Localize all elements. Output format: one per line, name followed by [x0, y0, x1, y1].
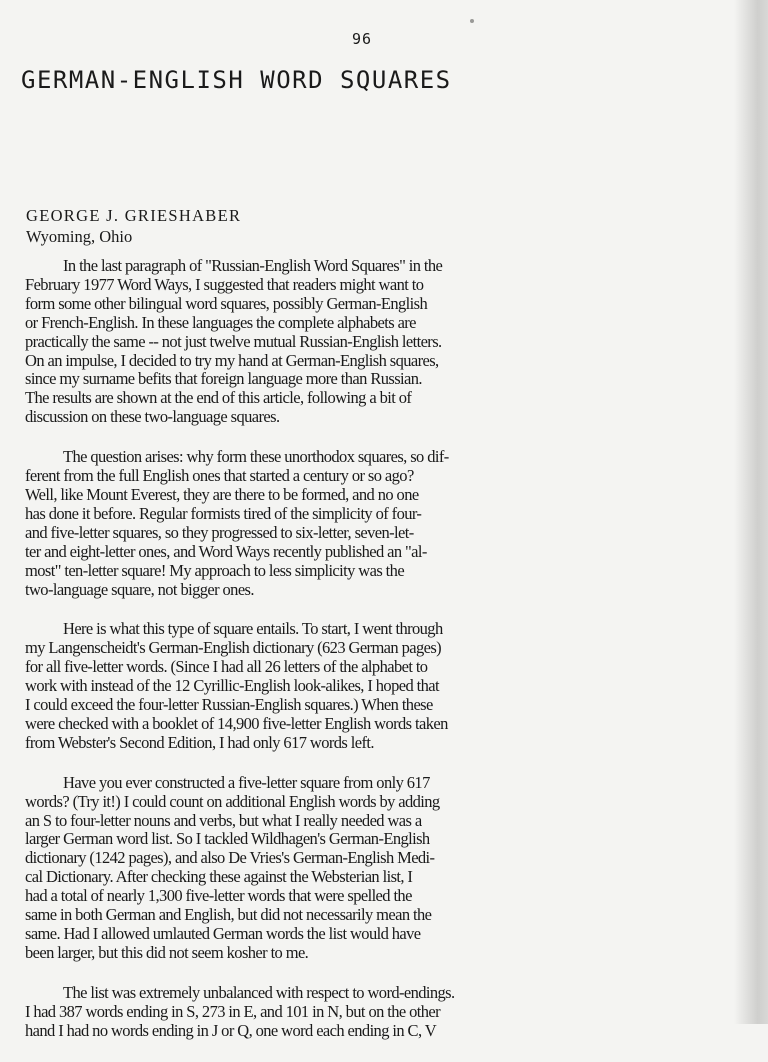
- text-line: has done it before. Regular formists tired of the simplicity of four-: [25, 503, 422, 523]
- text-line: Have you ever constructed a five-letter square from only 617: [63, 772, 430, 792]
- text-line: work with instead of the 12 Cyrillic-English look-alikes, I hoped that: [25, 676, 439, 696]
- page-number: 96: [351, 30, 373, 48]
- text-line: The list was extremely unbalanced with respect to word-endings.: [63, 982, 455, 1002]
- text-line: ferent from the full English ones that started a century or so ago?: [25, 466, 414, 486]
- text-line: dictionary (1242 pages), and also De Vries's German-English Medi-: [25, 848, 435, 868]
- text-line: two-language square, not bigger ones.: [25, 579, 254, 599]
- text-line: ter and eight-letter ones, and Word Ways recently published an "al-: [25, 541, 427, 561]
- text-line: discussion on these two-language squares.: [25, 407, 280, 427]
- text-line: Well, like Mount Everest, they are there to be formed, and no one: [25, 484, 419, 504]
- author-location: Wyoming, Ohio: [26, 227, 133, 246]
- text-line: The question arises: why form these unorthodox squares, so dif-: [63, 447, 449, 467]
- text-line: In the last paragraph of "Russian-English Word Squares" in the: [63, 256, 443, 275]
- text-line: my Langenscheidt's German-English dictionary (623 German pages): [25, 638, 442, 658]
- text-line: On an impulse, I decided to try my hand at German-English squares,: [25, 350, 439, 370]
- text-line: from Webster's Second Edition, I had only 617 words left.: [25, 732, 374, 752]
- body-paragraph: [25, 774, 741, 963]
- text-line: had a total of nearly 1,300 five-letter words that were spelled the: [25, 886, 412, 906]
- body-paragraph: [25, 984, 741, 1041]
- article-body: [25, 257, 741, 1062]
- text-line: I could exceed the four-letter Russian-English squares.) When these: [25, 695, 433, 715]
- body-paragraph: [25, 448, 741, 599]
- text-line: and five-letter squares, so they progressed to six-letter, seven-let-: [25, 522, 414, 542]
- author-block: [26, 205, 241, 247]
- text-line: form some other bilingual word squares, possibly German-English: [25, 293, 428, 313]
- text-line: an S to four-letter nouns and verbs, but what I really needed was a: [25, 810, 422, 830]
- text-line: hand I had no words ending in J or Q, one word each ending in C, V: [25, 1020, 437, 1040]
- text-line: words? (Try it!) I could count on additional English words by adding: [25, 791, 440, 811]
- text-line: were checked with a booklet of 14,900 five-letter English words taken: [25, 713, 448, 733]
- text-line: larger German word list. So I tackled Wildhagen's German-English: [25, 829, 430, 849]
- text-line: cal Dictionary. After checking these against the Websterian list, I: [25, 867, 413, 887]
- text-line: Here is what this type of square entails. To start, I went through: [63, 619, 443, 639]
- body-paragraph: [25, 257, 741, 427]
- text-line: practically the same -- not just twelve mutual Russian-English letters.: [25, 331, 442, 351]
- text-line: been larger, but this did not seem kosher to me.: [25, 942, 309, 962]
- text-line: February 1977 Word Ways, I suggested that readers might want to: [25, 274, 424, 294]
- text-line: since my surname befits that foreign language more than Russian.: [25, 369, 422, 389]
- text-line: The results are shown at the end of this article, following a bit of: [25, 388, 412, 408]
- article-title: GERMAN-ENGLISH WORD SQUARES: [21, 66, 452, 94]
- body-paragraph: [25, 620, 741, 752]
- text-line: same in both German and English, but did not necessarily mean the: [25, 905, 432, 925]
- paper-speck: [470, 19, 474, 23]
- author-name: GEORGE J. GRIESHABER: [26, 206, 242, 225]
- text-line: for all five-letter words. (Since I had all 26 letters of the alphabet to: [25, 657, 428, 677]
- text-line: or French-English. In these languages the complete alphabets are: [25, 312, 416, 332]
- text-line: same. Had I allowed umlauted German words the list would have: [25, 924, 421, 943]
- text-line: I had 387 words ending in S, 273 in E, and 101 in N, but on the other: [25, 1001, 441, 1021]
- text-line: most" ten-letter square! My approach to less simplicity was the: [25, 560, 405, 580]
